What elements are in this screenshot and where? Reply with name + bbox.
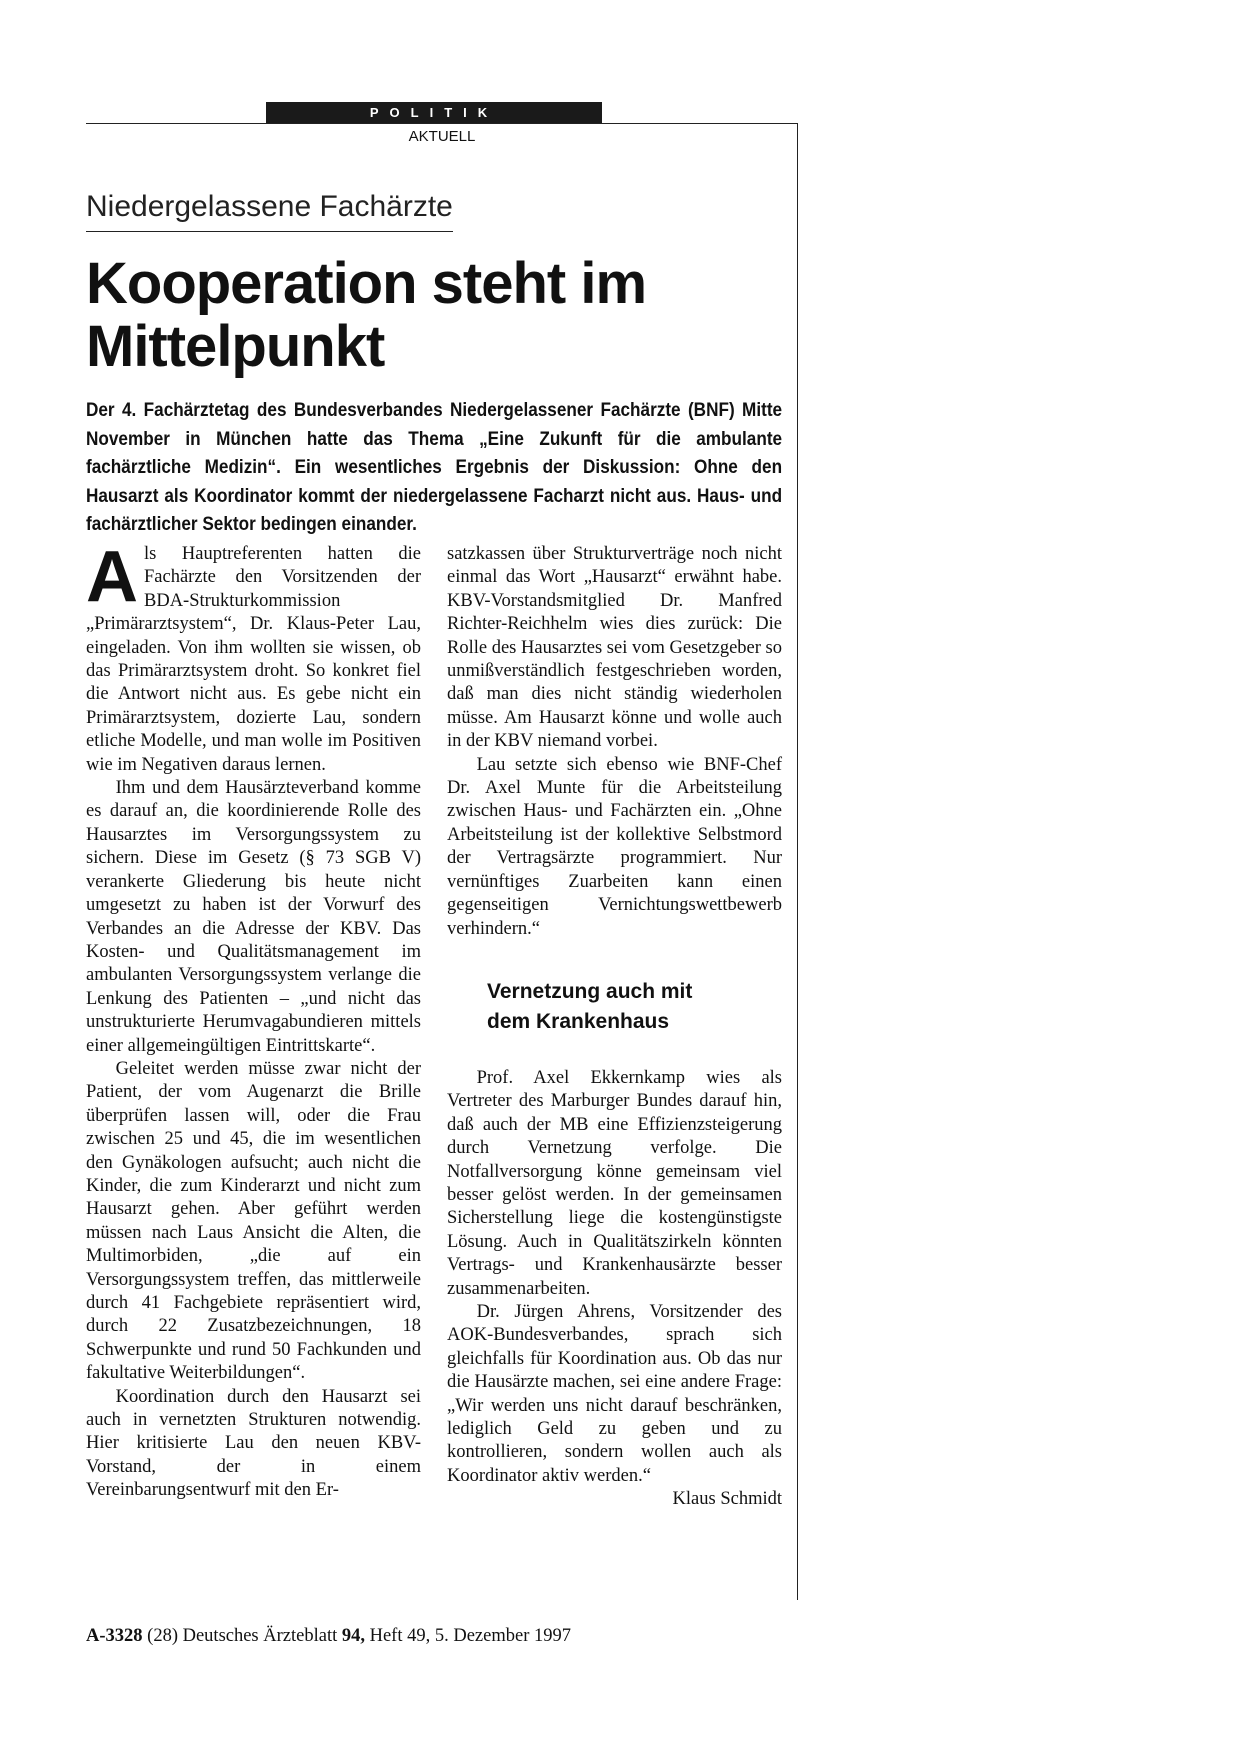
article-kicker: Niedergelassene Fachärzte bbox=[86, 190, 453, 223]
paragraph-4: Koordination durch den Hausarzt sei auch in vernetzten Strukturen notwendig. Hier kritisierte Lau den neuen KBV-Vorstand, der in einem Vereinbarungsentwurf mit den Er- bbox=[86, 1386, 421, 1501]
drop-cap: A bbox=[86, 537, 138, 617]
body-column-right bbox=[447, 543, 782, 1512]
subhead-line-1: Vernetzung auch mit bbox=[487, 979, 693, 1003]
paragraph-7: Dr. Jürgen Ahrens, Vorsitzender des AOK-Bundesverbandes, sprach sich gleichfalls für Koordination aus. Ob das nur die Hausärzte machen, sei eine andere Frage: „Wir werden uns nicht darauf beschränken, lediglich Geld zu geben und zu kontrollieren, sondern wollen auch als Koordinator aktiv werden.“ Klaus Schmidt bbox=[447, 1301, 782, 1488]
page-number: A-3328 bbox=[86, 1626, 143, 1646]
headline-line-2: Mittelpunkt bbox=[86, 314, 385, 379]
paragraph-6: Prof. Axel Ekkernkamp wies als Vertreter des Marburger Bundes darauf hin, daß auch der MB eine Effizienzsteigerung durch Vernetzung verfolge. Die Notfallversorgung könne gemeinsam viel besser gelöst werden. In der gemeinsamen Sicherstellung liege die kostengünstigste Lösung. Auch in Qualitätszirkeln könnten Vertrags- und Krankenhausärzte besser zusammenarbeiten. bbox=[447, 1067, 782, 1299]
kicker-rule bbox=[86, 231, 453, 232]
issue-date: Heft 49, 5. Dezember 1997 bbox=[369, 1626, 571, 1646]
paragraph-5: Lau setzte sich ebenso wie BNF-Chef Dr. Axel Munte für die Arbeitsteilung zwischen Haus- und Fachärzten ein. „Ohne Arbeitsteilung ist der kollektive Selbstmord der Vertragsärzte programmiert. Nur vernünftiges Zuarbeiten kann einen gegenseitigen Vernichtungswettbewerb verhindern.“ bbox=[447, 754, 782, 939]
paragraph-4-continued: satzkassen über Strukturverträge noch nicht einmal das Wort „Hausarzt“ erwähnt habe. KBV-Vorstandsmitglied Dr. Manfred Richter-Reichhelm wies dies zurück: Die Rolle des Hausarztes sei vom Gesetzgeber so unmißverständlich festgeschrieben worden, daß man dies nicht ständig wiederholen müsse. Am Hausarzt könne und wolle auch in der KBV niemand vorbei. bbox=[447, 544, 782, 752]
author-byline: Klaus Schmidt bbox=[672, 1489, 782, 1510]
page-footer bbox=[86, 1626, 571, 1647]
body-column-left bbox=[86, 537, 421, 1503]
paragraph-2: Ihm und dem Hausärzteverband komme es darauf an, die koordinierende Rolle des Hausarztes im Versorgungssystem zu sichern. Diese im Gesetz (§ 73 SGB V) verankerte Gliederung bis heute nicht umgesetzt zu haben ist der Vorwurf des Verbandes an die Adresse der KBV. Das Kosten- und Qualitätsmanagement im ambulanten Versorgungssystem verlange die Lenkung des Patienten – „und nicht das unstrukturierte Herumvagabundieren mittels einer allgemeingültigen Eintrittskarte“. bbox=[86, 778, 421, 1056]
subhead-line-2: dem Krankenhaus bbox=[487, 1009, 670, 1033]
article-lead: Der 4. Fachärztetag des Bundesverbandes Niedergelassener Fachärzte (BNF) Mitte November in München hatte das Thema „Eine Zukunft für die ambulante fachärztliche Medizin“. Ein wesentliches Ergebnis der Diskussion: Ohne den Hausarzt als Koordinator kommt der niedergelassene Facharzt nicht aus. Haus- und fachärztlicher Sektor bedingen einander. bbox=[86, 399, 783, 535]
volume-number: 94, bbox=[341, 1626, 365, 1646]
headline-line-1: Kooperation steht im bbox=[86, 251, 647, 316]
article-subhead bbox=[447, 977, 782, 1037]
paragraph-1: Als Hauptreferenten hatten die Fachärzte den Vorsitzenden der BDA-Strukturkommission „Primärarztsystem“, Dr. Klaus-Peter Lau, eingeladen. Von ihm wollten sie wissen, ob das Primärarztsystem droht. So konkret fiel die Antwort nicht aus. Es gebe nicht ein Primärarztsystem, dozierte Lau, sondern etliche Modelle, und man wolle im Positiven wie im Negativen daraus lernen. bbox=[86, 537, 421, 775]
subsection-label: AKTUELL bbox=[408, 128, 476, 145]
header-rule bbox=[86, 123, 798, 124]
article-headline bbox=[86, 252, 798, 378]
publication-name: (28) Deutsches Ärzteblatt bbox=[147, 1626, 338, 1646]
paragraph-3: Geleitet werden müsse zwar nicht der Patient, der vom Augenarzt die Brille überprüfen lassen will, oder die Frau zwischen 25 und 45, die im wesentlichen den Gynäkologen aufsucht; auch nicht die Kinder, die zum Kinderarzt und nicht zum Hausarzt gehen. Aber geführt werden müssen nach Laus Ansicht die Alten, die Multimorbiden, „die auf ein Versorgungssystem treffen, das mittlerweile durch 41 Fachgebiete repräsentiert wird, durch 22 Zusatzbezeichnungen, 18 Schwerpunkte und rund 50 Fachkunden und fakultative Weiterbildungen“. bbox=[86, 1058, 421, 1384]
section-label: POLITIK bbox=[266, 102, 602, 123]
